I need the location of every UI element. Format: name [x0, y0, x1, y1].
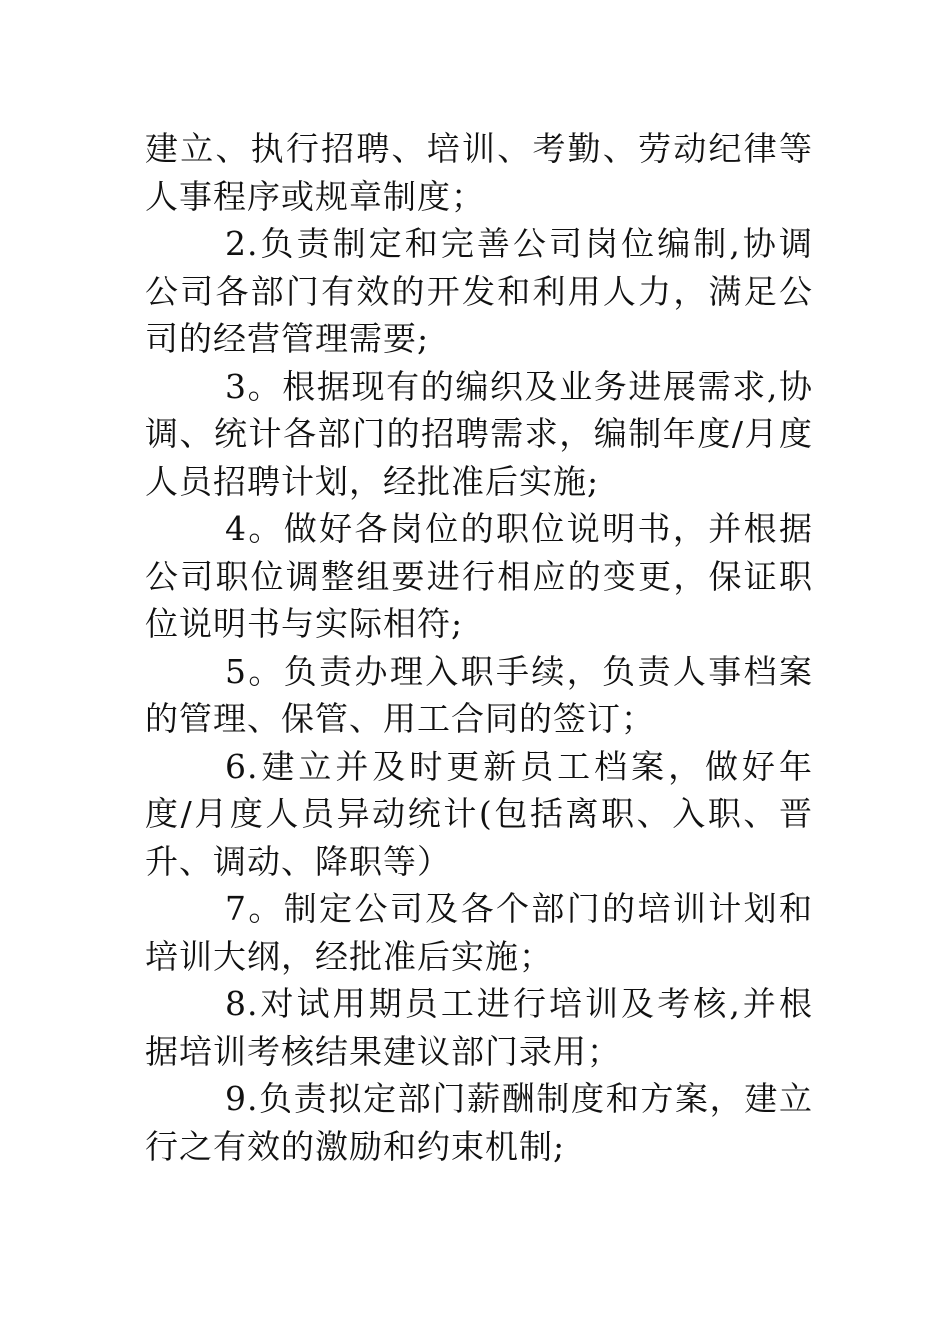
paragraph-9: 9.负责拟定部门薪酬制度和方案，建立行之有效的激励和约束机制;	[145, 1079, 813, 1166]
paragraph-2: 2.负责制定和完善公司岗位编制,协调公司各部门有效的开发和利用人力，满足公司的经营管理需要;	[145, 224, 813, 358]
document-body	[145, 125, 813, 1170]
paragraph-5: 5。负责办理入职手续，负责人事档案的管理、保管、用工合同的签订；	[145, 651, 813, 738]
paragraph-4: 4。做好各岗位的职位说明书，并根据公司职位调整组要进行相应的变更，保证职位说明书与实际相符;	[145, 509, 813, 643]
paragraph-3: 3。根据现有的编织及业务进展需求,协调、统计各部门的招聘需求，编制年度/月度人员招聘计划，经批准后实施;	[145, 366, 813, 501]
paragraph-6: 6.建立并及时更新员工档案，做好年度/月度人员异动统计(包括离职、入职、晋升、调动、降职等）	[145, 746, 813, 881]
paragraph-1: 建立、执行招聘、培训、考勤、劳动纪律等人事程序或规章制度；	[145, 129, 813, 216]
paragraph-7: 7。制定公司及各个部门的培训计划和培训大纲，经批准后实施；	[145, 889, 813, 976]
paragraph-8: 8.对试用期员工进行培训及考核,并根据培训考核结果建议部门录用；	[145, 984, 813, 1071]
